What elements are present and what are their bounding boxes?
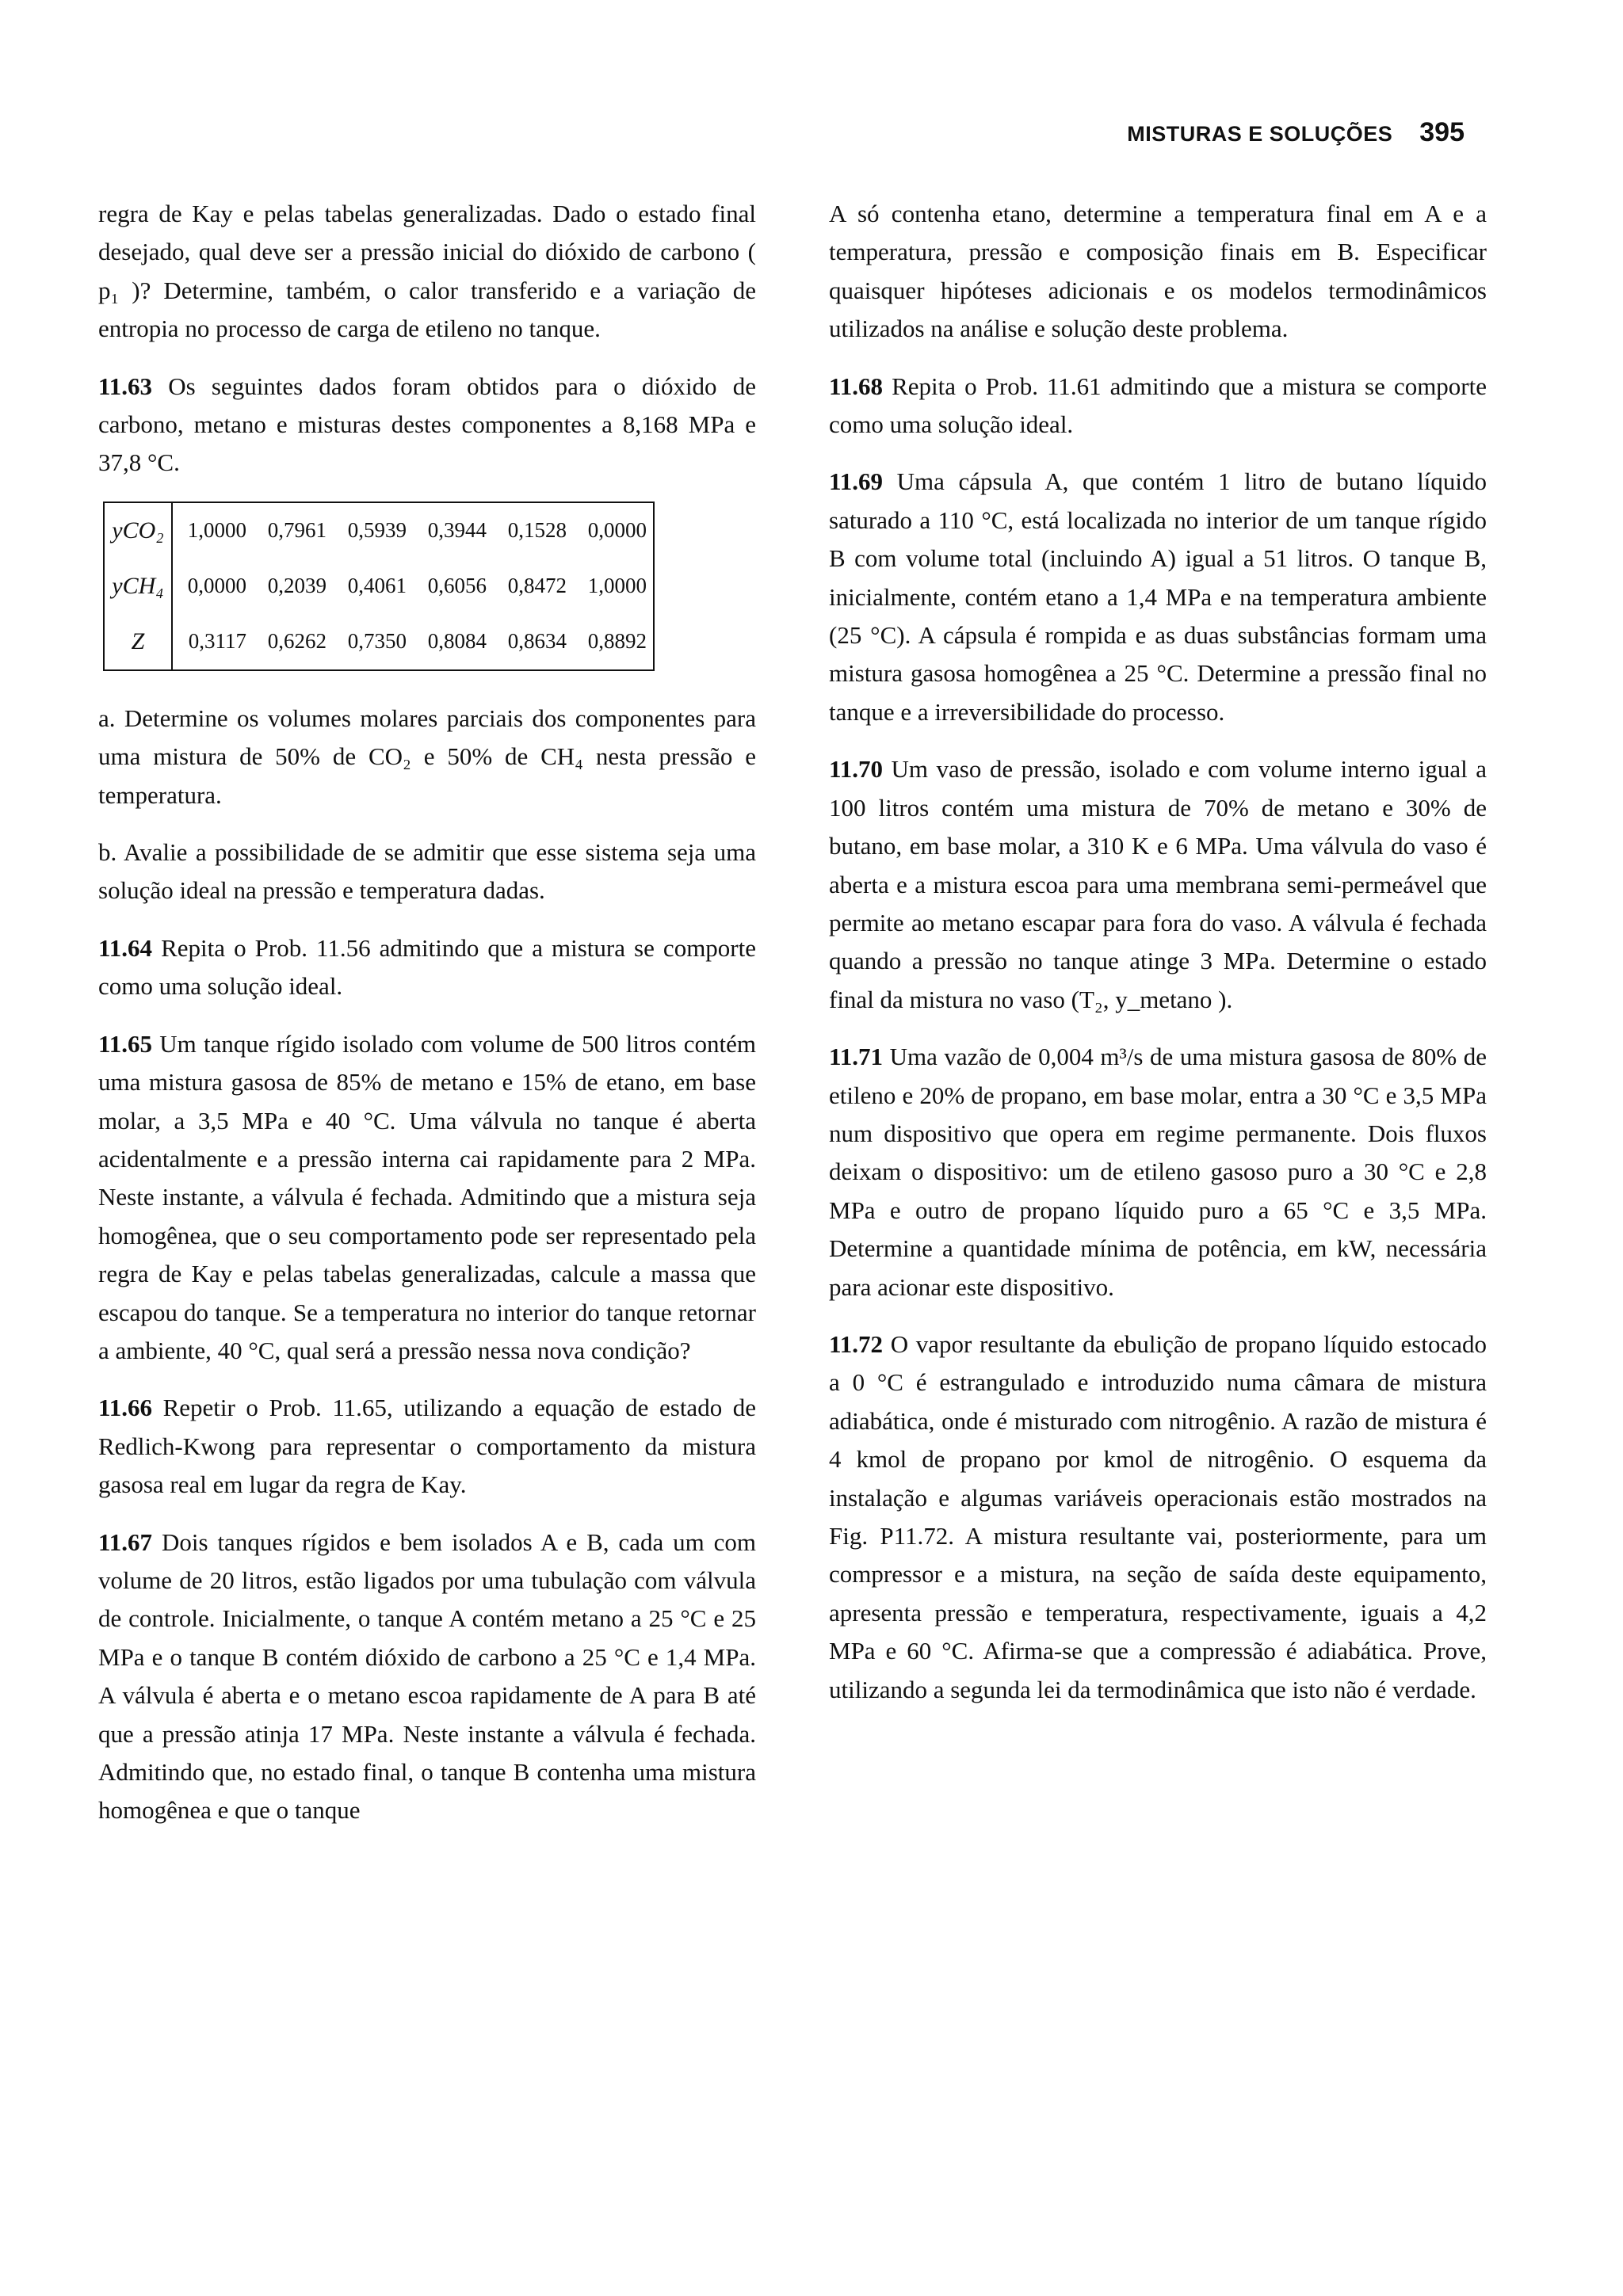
running-header: [1127, 117, 1465, 148]
table-cell: 0,7350: [347, 629, 407, 654]
problem-number: 11.70: [829, 755, 884, 784]
problem-number: 11.65: [98, 1029, 153, 1058]
table-cell: 0,2039: [267, 574, 327, 598]
left-column: [98, 195, 756, 1849]
table-cell: 0,4061: [347, 574, 407, 598]
table-cell: 0,8892: [587, 629, 647, 654]
problem-part-b: b. Avalie a possibilidade de se admitir que esse sistema seja uma solução ideal na pressão e temperatura dadas.: [98, 838, 756, 905]
problem-11-63: 11.63 Os seguintes dados foram obtidos para o dióxido de carbono, metano e misturas destes componentes a 8,168 MPa e 37,8 °C.: [98, 372, 757, 477]
table-cell: 0,0000: [587, 518, 647, 543]
problem-number: 11.66: [98, 1394, 153, 1422]
table-cell: 1,0000: [187, 518, 246, 543]
table-cell: 0,6262: [267, 629, 327, 654]
row-header: yCO₂: [104, 502, 172, 559]
problem-part-a: a. Determine os volumes molares parciais dos componentes para uma mistura de 50% de CO₂ e 50% de CH₄ nesta pressão e temperatura.: [98, 704, 756, 809]
compressibility-table: [103, 502, 655, 671]
table-cell: 0,1528: [507, 518, 567, 543]
section-title: MISTURAS E SOLUÇÕES: [1127, 122, 1393, 146]
table-row: [104, 502, 654, 559]
table-cell: 0,3117: [188, 629, 246, 654]
page-number: 395: [1419, 117, 1465, 147]
row-header: yCH₄: [104, 559, 172, 614]
table-cell: 0,8084: [427, 629, 487, 654]
table-cell: 0,3944: [427, 518, 487, 543]
problem-11-71: 11.71 Uma vazão de 0,004 m³/s de uma mistura gasosa de 80% de etileno e 20% de propano, em base molar, entra a 30 °C e 3,5 MPa num dispositivo que opera em regime permanente. Dois fluxos deixam o dispositivo: um de etileno gasoso puro a 30 °C e 2,8 MPa e outro de propano líquido puro a 65 °C e 3,5 MPa. Determine a quantidade mínima de potência, em kW, necessária para acionar este dispositivo.: [829, 1043, 1487, 1301]
table-row: [104, 559, 654, 614]
paragraph-continuation: A só contenha etano, determine a temperatura final em A e a temperatura, pressão e composição finais em B. Especificar quaisquer hipóteses adicionais e os modelos termodinâmicos utilizados na análise e solução deste problema.: [829, 200, 1487, 343]
problem-11-67: 11.67 Dois tanques rígidos e bem isolados A e B, cada um com volume de 20 litros, estão ligados por uma tubulação com válvula de controle. Inicialmente, o tanque A contém metano a 25 °C e 25 MPa e o tanque B contém dióxido de carbono a 25 °C e 1,4 MPa. A válvula é aberta e o metano escoa rapidamente de A para B até que a pressão atinja 17 MPa. Neste instante a válvula é fechada. Admitindo que, no estado final, o tanque B contenha uma mistura homogênea e que o tanque: [98, 1527, 757, 1825]
table-row: [104, 614, 654, 670]
problem-number: 11.71: [829, 1043, 884, 1071]
problem-number: 11.63: [98, 372, 153, 400]
problem-number: 11.68: [829, 372, 884, 400]
problem-11-72: 11.72 O vapor resultante da ebulição de propano líquido estocado a 0 °C é estrangulado e introduzido numa câmara de mistura adiabática, onde é misturado com nitrogênio. A razão de mistura é 4 kmol de propano por kmol de nitrogênio. O esquema da instalação e algumas variáveis operacionais estão mostrados na Fig. P11.72. A mistura resultante vai, posteriormente, para um compressor e a mistura, na seção de saída deste equipamento, apresenta pressão e temperatura, respectivamente, iguais a 4,2 MPa e 60 °C. Afirma-se que a compressão é adiabática. Prove, utilizando a segunda lei da termodinâmica que isto não é verdade.: [829, 1329, 1487, 1703]
problem-number: 11.69: [829, 467, 884, 496]
table-cell: 0,8472: [507, 574, 567, 598]
right-column: [829, 195, 1487, 1728]
problem-11-70: 11.70 Um vaso de pressão, isolado e com volume interno igual a 100 litros contém uma mistura de 70% de metano e 30% de butano, em base molar, a 310 K e 6 MPa. Uma válvula do vaso é aberta e a mistura escoa para uma membrana semi-permeável que permite ao metano escapar para fora do vaso. A válvula é fechada quando a pressão no tanque atinge 3 MPa. Determine o estado final da mistura no vaso (T₂, y_metano ).: [829, 755, 1487, 1013]
problem-11-66: 11.66 Repetir o Prob. 11.65, utilizando a equação de estado de Redlich-Kwong para representar o comportamento da mistura gasosa real em lugar da regra de Kay.: [98, 1394, 757, 1499]
problem-11-69: 11.69 Uma cápsula A, que contém 1 litro de butano líquido saturado a 110 °C, está localizada no interior de um tanque rígido B com volume total (incluindo A) igual a 51 litros. O tanque B, inicialmente, contém etano a 1,4 MPa e na temperatura ambiente (25 °C). A cápsula é rompida e as duas substâncias formam uma mistura gasosa homogênea a 25 °C. Determine a pressão final no tanque e a irreversibilidade do processo.: [829, 467, 1487, 726]
problem-number: 11.64: [98, 933, 153, 962]
table-cell: 0,7961: [267, 518, 327, 543]
row-header: Z: [104, 614, 172, 670]
table-cell: 0,6056: [427, 574, 487, 598]
problem-number: 11.72: [829, 1329, 884, 1358]
problem-11-68: 11.68 Repita o Prob. 11.61 admitindo que a mistura se comporte como uma solução ideal.: [829, 372, 1487, 439]
problem-11-65: 11.65 Um tanque rígido isolado com volume de 500 litros contém uma mistura gasosa de 85% de metano e 15% de etano, em base molar, a 3,5 MPa e 40 °C. Uma válvula no tanque é aberta acidentalmente e a pressão interna cai rapidamente para 2 MPa. Neste instante, a válvula é fechada. Admitindo que a mistura seja homogênea, que o seu comportamento pode ser representado pela regra de Kay e pelas tabelas generalizadas, calcule a massa que escapou do tanque. Se a temperatura no interior do tanque retornar a ambiente, 40 °C, qual será a pressão nessa nova condição?: [98, 1029, 756, 1364]
table-cell: 0,0000: [187, 574, 246, 598]
problem-11-64: 11.64 Repita o Prob. 11.56 admitindo que a mistura se comporte como uma solução ideal.: [98, 933, 756, 1001]
paragraph-continuation: regra de Kay e pelas tabelas generalizadas. Dado o estado final desejado, qual deve ser a pressão inicial do dióxido de carbono ( p₁ )? Determine, também, o calor transferido e a variação de entropia no processo de carga de etileno no tanque.: [98, 200, 756, 343]
table-cell: 1,0000: [587, 574, 647, 598]
table-cell: 0,8634: [507, 629, 567, 654]
table-cell: 0,5939: [347, 518, 407, 543]
problem-number: 11.67: [98, 1527, 153, 1556]
